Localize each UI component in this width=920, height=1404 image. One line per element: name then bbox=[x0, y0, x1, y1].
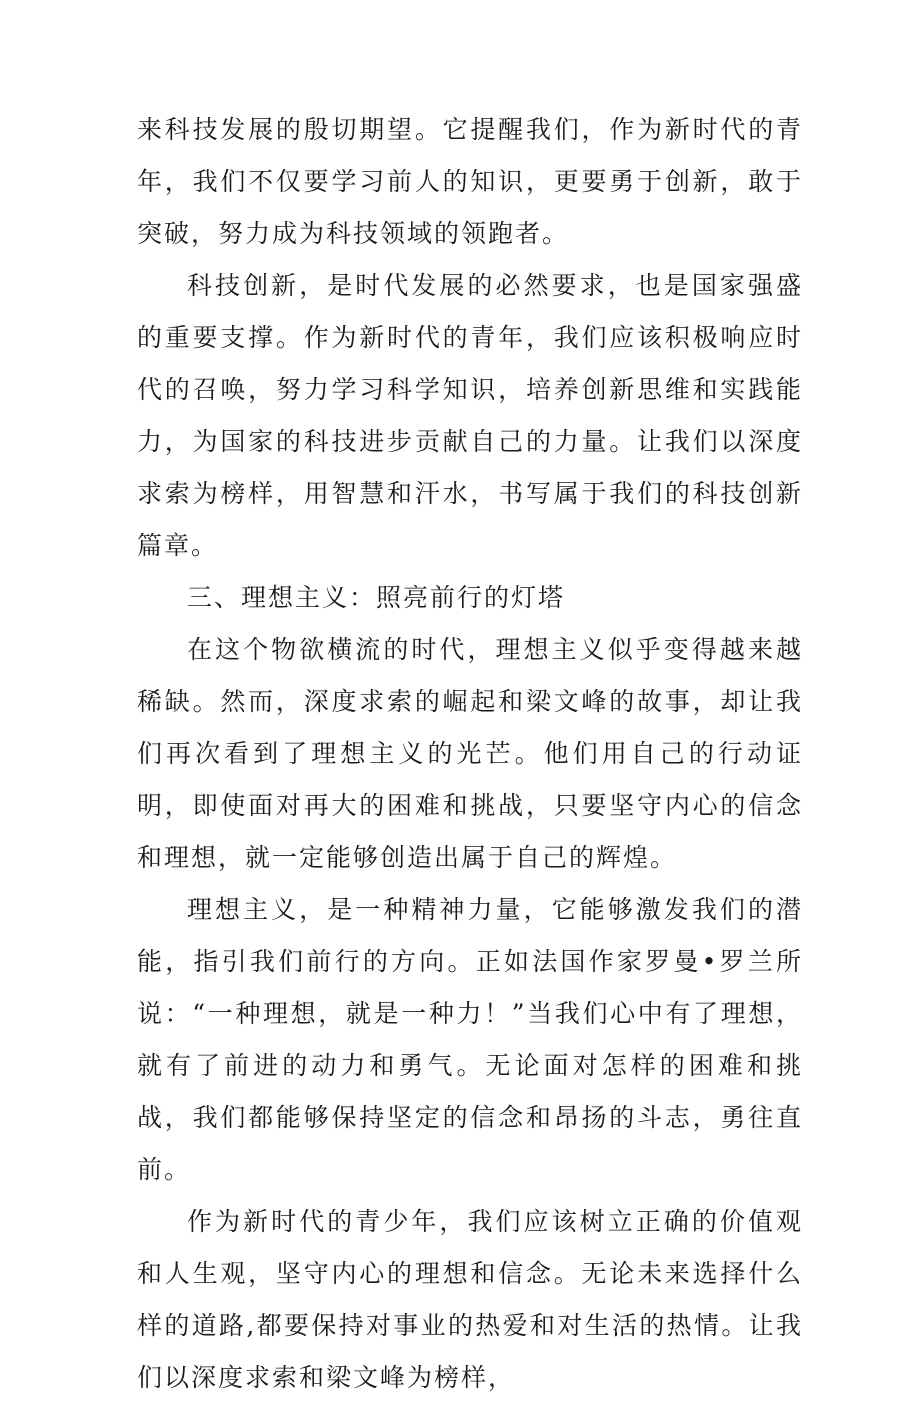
paragraph-continuation: 来科技发展的殷切期望。它提醒我们，作为新时代的青年，我们不仅要学习前人的知识，更要勇于创新，敢于突破，努力成为科技领域的领跑者。 bbox=[137, 115, 803, 248]
section-heading-idealism: 三、理想主义：照亮前行的灯塔 bbox=[187, 583, 566, 612]
paragraph-idealism-power: 理想主义，是一种精神力量，它能够激发我们的潜能，指引我们前行的方向。正如法国作家罗曼•罗兰所说：“一种理想，就是一种力！”当我们心中有了理想，就有了前进的动力和勇气。无论面对怎样的困难和挑战，我们都能够保持坚定的信念和昂扬的斗志，勇往直前。 bbox=[137, 895, 803, 1184]
paragraph-tech-innovation: 科技创新，是时代发展的必然要求，也是国家强盛的重要支撑。作为新时代的青年，我们应该积极响应时代的召唤，努力学习科学知识，培养创新思维和实践能力，为国家的科技进步贡献自己的力量。让我们以深度求索为榜样，用智慧和汗水，书写属于我们的科技创新篇章。 bbox=[137, 271, 803, 560]
paragraph-youth-ideals: 作为新时代的青少年，我们应该树立正确的价值观和人生观，坚守内心的理想和信念。无论未来选择什么样的道路,都要保持对事业的热爱和对生活的热情。让我们以深度求索和梁文峰为榜样， bbox=[137, 1207, 803, 1392]
paragraph-idealism-intro: 在这个物欲横流的时代，理想主义似乎变得越来越稀缺。然而，深度求索的崛起和梁文峰的故事，却让我们再次看到了理想主义的光芒。他们用自己的行动证明，即使面对再大的困难和挑战，只要坚守内心的信念和理想，就一定能够创造出属于自己的辉煌。 bbox=[137, 635, 803, 872]
document-body bbox=[137, 104, 803, 1404]
